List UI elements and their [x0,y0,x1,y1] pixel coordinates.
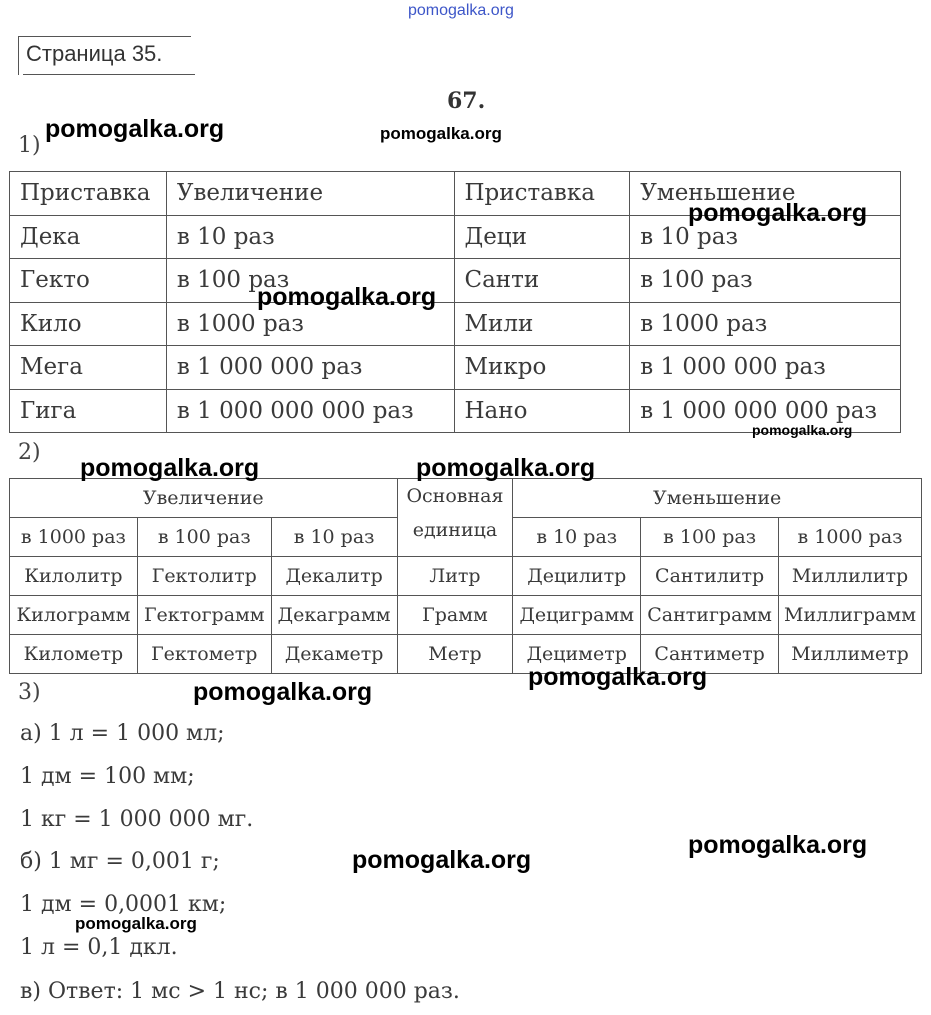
table-cell: Грамм [397,596,513,635]
watermark-top: pomogalka.org [408,2,514,19]
table-cell: Миллиграмм [779,596,922,635]
task-number: 67. [447,88,486,114]
table-cell: Деци [454,215,630,259]
subheader-cell: в 100 раз [137,518,271,557]
table-cell: в 10 раз [166,215,454,259]
subheader-cell: в 100 раз [641,518,779,557]
table-cell: Метр [397,635,513,674]
watermark: pomogalka.org [752,422,853,438]
table-row [10,259,901,303]
table-cell: в 1 000 000 раз [630,346,901,390]
table-cell: Мега [10,346,167,390]
table-cell: Декаграмм [271,596,397,635]
page-title: Страница 35. [26,41,163,66]
table-cell: в 100 раз [166,259,454,303]
table-cell: в 1 000 000 000 раз [166,389,454,433]
table-row [10,635,922,674]
watermark: pomogalka.org [80,454,260,482]
watermark: pomogalka.org [193,678,373,706]
answer-line: 1 дм = 100 мм; [20,764,195,789]
watermark: pomogalka.org [528,663,708,691]
table-cell: Дека [10,215,167,259]
watermark: pomogalka.org [75,914,197,933]
table-cell: Кило [10,302,167,346]
table-cell: Миллиметр [779,635,922,674]
table-cell: Сантиметр [641,635,779,674]
answer-line: 1 кг = 1 000 000 мг. [20,807,254,832]
part-marker-2: 2) [18,440,41,465]
table-row [10,346,901,390]
part-marker-3: 3) [18,680,41,705]
table-cell: Децилитр [513,557,641,596]
table-cell: Километр [10,635,138,674]
table-cell: Гектометр [137,635,271,674]
answer-line: а) 1 л = 1 000 мл; [20,721,225,746]
table-cell: в 1 000 000 000 раз [630,389,901,433]
table-cell: Декалитр [271,557,397,596]
watermark: pomogalka.org [380,124,502,143]
subheader-cell: в 10 раз [513,518,641,557]
watermark: pomogalka.org [257,283,437,311]
table-cell: Санти [454,259,630,303]
table-cell: Нано [454,389,630,433]
units-table [9,478,922,674]
table-cell: Килограмм [10,596,138,635]
table-cell: в 1 000 000 раз [166,346,454,390]
subheader-cell: в 10 раз [271,518,397,557]
table-cell: Микро [454,346,630,390]
watermark: pomogalka.org [45,115,225,143]
watermark: pomogalka.org [416,454,596,482]
table-cell: Гига [10,389,167,433]
group-increase-header: Увеличение [10,479,398,518]
answer-line: 1 л = 0,1 дкл. [20,935,178,960]
base-unit-line: единица [412,519,498,541]
table-cell: Дециметр [513,635,641,674]
answer-line: в) Ответ: 1 мс > 1 нс; в 1 000 000 раз. [20,979,460,1004]
base-unit-header [397,479,513,557]
watermark: pomogalka.org [352,846,532,874]
watermark: pomogalka.org [688,831,868,859]
table-cell: Гектограмм [137,596,271,635]
table-cell: Гектолитр [137,557,271,596]
header-cell: Уменьшение [630,172,901,216]
table-row [10,557,922,596]
table-cell: Мили [454,302,630,346]
table-cell: в 10 раз [630,215,901,259]
table-cell: Литр [397,557,513,596]
table-cell: Дециграмм [513,596,641,635]
answer-line: 1 дм = 0,0001 км; [20,892,227,917]
table-header-row [10,479,922,518]
watermark: pomogalka.org [688,199,868,227]
header-cell: Увеличение [166,172,454,216]
table-cell: в 100 раз [630,259,901,303]
base-unit-line: Основная [406,485,504,507]
table-cell: Килолитр [10,557,138,596]
group-decrease-header: Уменьшение [513,479,922,518]
table-cell: Декаметр [271,635,397,674]
table-row [10,596,922,635]
table-cell: в 1000 раз [630,302,901,346]
table-cell: Миллилитр [779,557,922,596]
table-cell: Сантиграмм [641,596,779,635]
table-cell: Сантилитр [641,557,779,596]
answer-line: б) 1 мг = 0,001 г; [20,849,220,874]
table-row [10,302,901,346]
subheader-cell: в 1000 раз [10,518,138,557]
table-cell: Гекто [10,259,167,303]
table-cell: в 1000 раз [166,302,454,346]
header-cell: Приставка [10,172,167,216]
header-cell: Приставка [454,172,630,216]
part-marker-1: 1) [18,133,41,158]
subheader-cell: в 1000 раз [779,518,922,557]
